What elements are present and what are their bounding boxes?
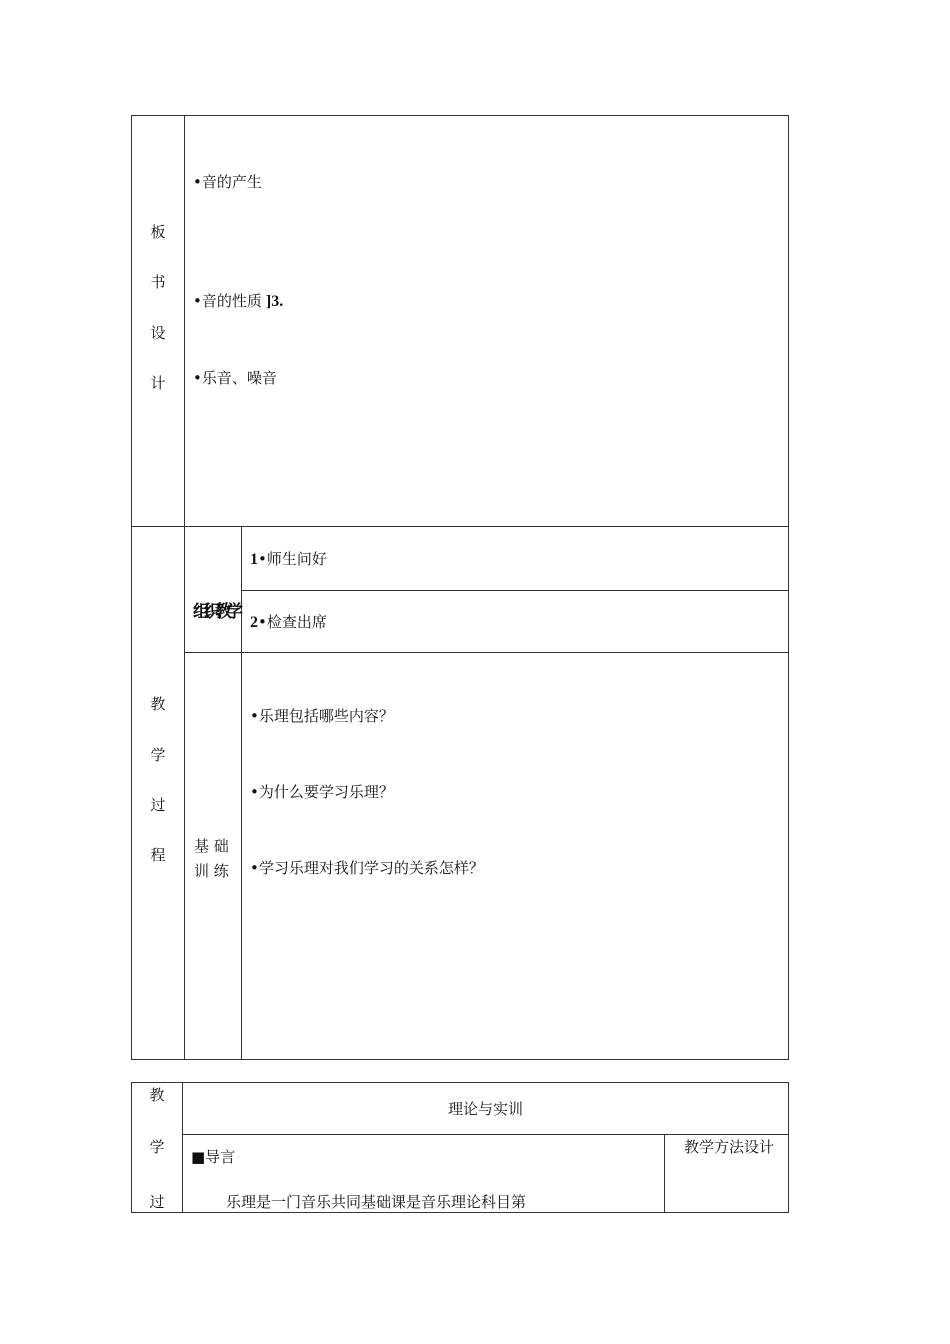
org-item-number: 2 <box>250 614 258 631</box>
org-item <box>250 549 327 570</box>
table-border-bottom <box>131 1212 789 1213</box>
method-header: 教学方法设计 <box>684 1138 775 1156</box>
process-label-char: 学 <box>150 746 166 764</box>
table-border-left <box>131 115 132 1060</box>
side-label-char: 教 <box>149 1086 165 1104</box>
method-column-divider <box>664 1134 665 1213</box>
bullet: • <box>193 369 202 387</box>
org-item-number: 1 <box>250 551 258 568</box>
org-row-divider <box>241 590 789 591</box>
table-border-top <box>131 115 789 116</box>
intro-title: ■导言 <box>191 1148 236 1166</box>
board-item <box>193 368 277 388</box>
org-item <box>250 612 327 633</box>
table-border-left <box>131 1082 132 1213</box>
header-row-divider <box>182 1134 789 1135</box>
section-header: 理论与实训 <box>447 1100 523 1118</box>
bullet: • <box>193 173 202 191</box>
bullet: • <box>193 292 202 310</box>
table-border-right <box>788 1082 789 1213</box>
training-label-line: 训 练 <box>194 862 229 880</box>
board-label-char: 书 <box>150 273 166 291</box>
board-item <box>193 291 283 312</box>
board-label-char: 板 <box>150 223 166 241</box>
side-label-char: 过 <box>149 1193 165 1211</box>
board-item-suffix: ]3. <box>261 293 284 310</box>
board-item <box>193 172 262 192</box>
process-label-char: 过 <box>150 796 166 814</box>
training-question: •学习乐理对我们学习的关系怎样？ <box>250 859 484 877</box>
org-item-text: •师生问好 <box>258 550 327 568</box>
training-row-divider <box>184 652 789 653</box>
intro-text: 乐理是一门音乐共同基础课是音乐理论科目第 <box>226 1193 527 1211</box>
training-question: •为什么要学习乐理？ <box>250 783 394 801</box>
board-label-char: 计 <box>150 374 166 392</box>
process-label-char: 教 <box>150 695 166 713</box>
training-question: •乐理包括哪些内容？ <box>250 707 394 725</box>
org-item-text: •检查出席 <box>258 613 327 631</box>
table-border-top <box>131 1082 789 1083</box>
column-divider <box>184 115 185 1060</box>
subcolumn-divider <box>241 526 242 1060</box>
row-divider <box>131 526 789 527</box>
board-item-text: 乐音、噪音 <box>201 369 277 387</box>
process-label-char: 程 <box>150 846 166 864</box>
side-label-char: 学 <box>149 1138 165 1156</box>
table-border-right <box>788 115 789 1060</box>
board-item-text: 音的产生 <box>201 173 262 191</box>
training-label-line: 基 础 <box>194 837 229 855</box>
board-item-text: 音的性质 <box>201 292 262 310</box>
org-teaching-label: 组织教学 <box>193 602 237 622</box>
table-border-bottom <box>131 1059 789 1060</box>
board-label-char: 设 <box>150 324 166 342</box>
